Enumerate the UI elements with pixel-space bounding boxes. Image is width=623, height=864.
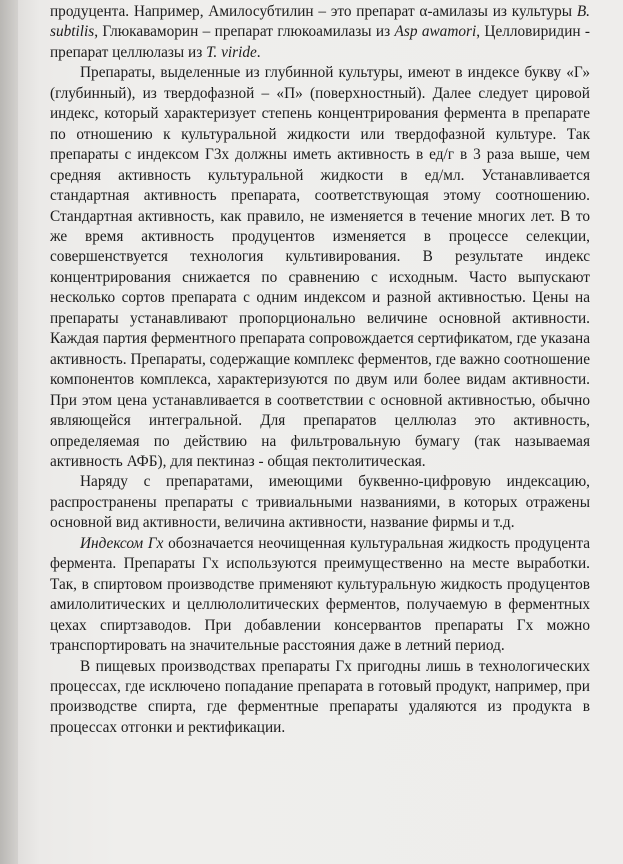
paragraph-2 (50, 63, 590, 472)
p4-index-term: Индексом Гх (80, 534, 164, 552)
p4-text: обозначается неочищенная культуральная жидкость продуцента фермента. Препараты Гх используются преимущественно на месте выработки. Так, в спиртовом производстве применяют культуральную жидкость продуцентов амилолитических и целлюлолитических ферментов, получаемую в ферментных цехах спиртзаводов. При добавлении консервантов препараты Гх можно транспортировать на значительные расстояния даже в летний период. (50, 534, 590, 655)
page-text (50, 2, 590, 738)
paragraph-4 (50, 534, 590, 657)
p1-text-1: продуцента. Например, Амилосубтилин – это препарат α-амилазы из культуры (50, 3, 577, 20)
p5-text: В пищевых производствах препараты Гх пригодны лишь в технологических процессах, где исключено попадание препарата в готовый продукт, например, при производстве спирта, где ферментные препараты удаляются из продукта в процессах отгонки и ректификации. (50, 657, 590, 736)
paragraph-5 (50, 657, 590, 739)
p1-species-viride: T. viride (206, 43, 257, 61)
p1-species-awamori: Asp awamori (394, 23, 477, 41)
paragraph-1 (50, 2, 590, 63)
p1-text-3: , Целловиридин - препарат целлюлазы из (50, 23, 591, 61)
p1-text-4: . (256, 43, 261, 61)
p2-text: Препараты, выделенные из глубинной культуры, имеют в индексе букву «Г» (глубинный), из твердофазной – «П» (поверхностный). Далее следует цировой индекс, который характеризует степень концентрирования фермента в препарате по отношению к культуральной жидкости или твердофазной культуре. Так препараты с индексом Г3х должны иметь активность в ед/г в 3 раза выше, чем средняя активность культуральной жидкости в ед/мл. Устанавливается стандартная активность препарата, соответствующая этому соотношению. Стандартная активность, как правило, не изменяется в течение многих лет. В то же время активность продуцентов изменяется в процессе селекции, совершенствуется технология культивирования. В результате индекс концентрирования снижается по сравнению с исходным. Часто выпускают несколько сортов препарата с одним индексом и разной активностью. Цены на препараты устанавливают пропорционально величине основной активности. Каждая партия ферментного препарата сопровождается сертификатом, где указана активность. Препараты, содержащие комплекс ферментов, где важно соотношение компонентов комплекса, характеризуются по двум или более видам активности. При этом цена устанавливается в соответствии с основной активностью, обычно являющейся интегральной. Для препаратов целлюлаз это активность, определяемая по действию на фильтровальную бумагу (так называемая активность АФБ), для пектиназ - общая пектолитическая. (50, 64, 590, 470)
book-spine-shadow (0, 0, 18, 864)
p3-text: Наряду с препаратами, имеющими буквенно-цифровую индексацию, распространены препараты с тривиальными названиями, в которых отражены основной вид активности, величина активности, название фирмы и т.д. (50, 473, 590, 532)
paragraph-3 (50, 472, 590, 533)
p1-text-2: , Глюкаваморин – препарат глюкоамилазы из (94, 23, 395, 41)
p1-species-subtilis: B. subtilis (50, 3, 590, 41)
